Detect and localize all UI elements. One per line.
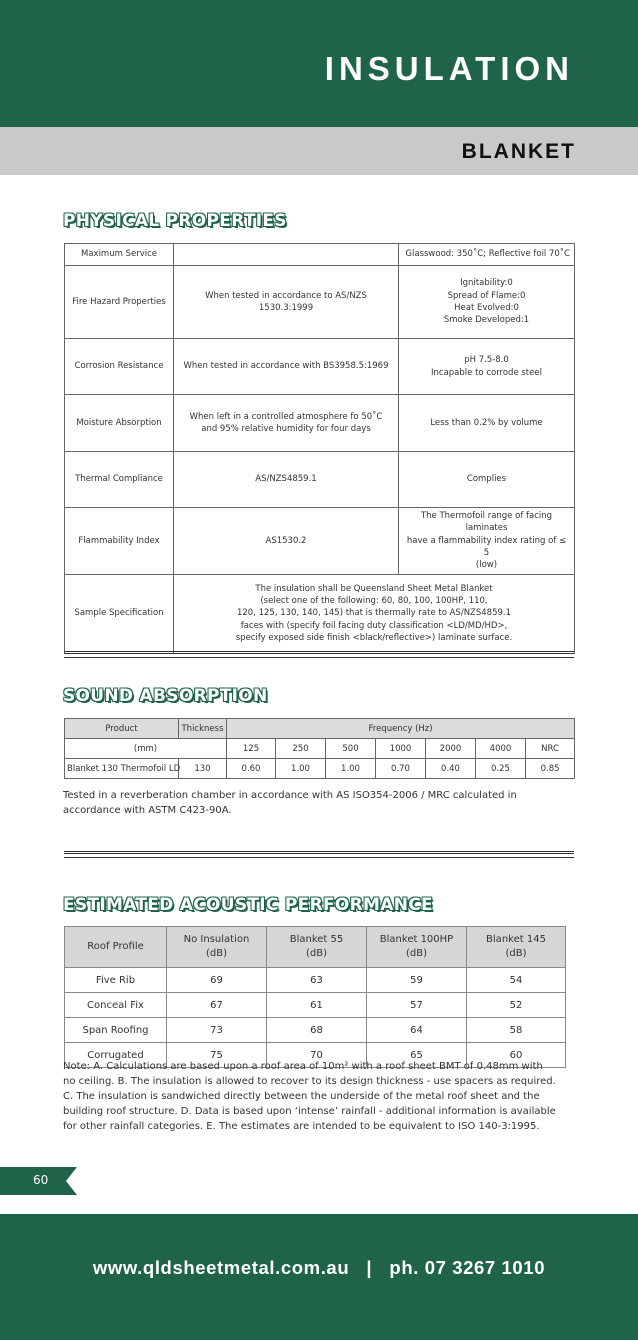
- db-value: 69: [167, 968, 267, 993]
- column-header-no-insulation: No Insulation (dB): [167, 927, 267, 968]
- db-value: 73: [167, 1018, 267, 1043]
- table-row: [65, 339, 575, 395]
- property-condition: When left in a controlled atmosphere fo 50˚C and 95% relative humidity for four days: [174, 395, 399, 452]
- page-footer: [0, 1214, 638, 1340]
- acoustic-performance-table: [64, 926, 566, 1068]
- db-value: 59: [367, 968, 467, 993]
- frequency-header: 4000: [476, 739, 526, 759]
- section-divider: [64, 651, 574, 658]
- column-header-roof-profile: Roof Profile: [65, 927, 167, 968]
- frequency-header: 2000: [426, 739, 476, 759]
- table-row: [65, 452, 575, 508]
- frequency-header: 125: [227, 739, 276, 759]
- db-value: 58: [467, 1018, 566, 1043]
- property-label: Flammability Index: [65, 508, 174, 575]
- property-value: Complies: [399, 452, 575, 508]
- acoustic-performance-heading: ESTIMATED ACOUSTIC PERFORMANCE: [63, 895, 433, 915]
- table-row: [65, 244, 575, 266]
- column-header-blanket-55: Blanket 55 (dB): [267, 927, 367, 968]
- db-value: 57: [367, 993, 467, 1018]
- db-value: 75: [167, 1043, 267, 1068]
- roof-profile-cell: Corrugated: [65, 1043, 167, 1068]
- property-condition: When tested in accordance to AS/NZS 1530.3:1999: [174, 266, 399, 339]
- table-subheader-row: [65, 739, 575, 759]
- page-number-tab: [0, 1167, 77, 1195]
- absorption-value: 0.70: [376, 759, 426, 779]
- physical-properties-table: [64, 243, 575, 654]
- table-row: [65, 508, 575, 575]
- property-value: Glasswood: 350˚C; Reflective foil 70˚C: [399, 244, 575, 266]
- column-header-blanket-100hp: Blanket 100HP (dB): [367, 927, 467, 968]
- column-header-thickness: Thickness: [179, 719, 227, 739]
- db-value: 61: [267, 993, 367, 1018]
- column-header-frequency: Frequency (Hz): [227, 719, 575, 739]
- property-value: pH 7.5-8.0 Incapable to corrode steel: [399, 339, 575, 395]
- property-label: Moisture Absorption: [65, 395, 174, 452]
- page-title: INSULATION: [324, 50, 574, 87]
- absorption-value: 0.60: [227, 759, 276, 779]
- table-row: [65, 759, 575, 779]
- property-condition: When tested in accordance with BS3958.5:1969: [174, 339, 399, 395]
- table-row: [65, 574, 575, 653]
- property-label: Thermal Compliance: [65, 452, 174, 508]
- table-header-row: [65, 719, 575, 739]
- db-value: 54: [467, 968, 566, 993]
- absorption-value: 0.25: [476, 759, 526, 779]
- table-row: [65, 993, 566, 1018]
- table-header-row: [65, 927, 566, 968]
- page-header: [0, 0, 638, 127]
- table-row: [65, 968, 566, 993]
- frequency-header: 1000: [376, 739, 426, 759]
- property-condition: AS1530.2: [174, 508, 399, 575]
- frequency-header: 500: [326, 739, 376, 759]
- absorption-value: 0.40: [426, 759, 476, 779]
- property-condition: [174, 244, 399, 266]
- roof-profile-cell: Conceal Fix: [65, 993, 167, 1018]
- frequency-header: NRC: [526, 739, 575, 759]
- table-row: [65, 1018, 566, 1043]
- absorption-value: 1.00: [326, 759, 376, 779]
- db-value: 70: [267, 1043, 367, 1068]
- column-header-product: Product: [65, 719, 179, 739]
- property-label: Sample Specification: [65, 574, 174, 653]
- subtitle-bar: [0, 127, 638, 175]
- footer-contact: www.qldsheetmetal.com.au | ph. 07 3267 1010: [92, 1257, 546, 1278]
- physical-properties-heading: PHYSICAL PROPERTIES: [63, 211, 287, 231]
- frequency-header: 250: [276, 739, 326, 759]
- property-value: The Thermofoil range of facing laminates have a flammability index rating of ≤ 5 (low): [399, 508, 575, 575]
- page-number: 60: [33, 1173, 49, 1187]
- db-value: 60: [467, 1043, 566, 1068]
- section-divider: [64, 851, 574, 858]
- sample-specification-text: The insulation shall be Queensland Sheet Metal Blanket (select one of the following: 60, 80, 100, 100HP, 110, 120, 125, 130, 140, 145) that is thermally rate to AS/NZS4859.1 faces with (specify foil facing duty classification <LD/MD/HD>, specify exposed side finish <black/reflective>) laminate surface.: [174, 574, 575, 653]
- db-value: 68: [267, 1018, 367, 1043]
- property-value: Ignitability:0 Spread of Flame:0 Heat Evolved:0 Smoke Developed:1: [399, 266, 575, 339]
- property-label: Maximum Service: [65, 244, 174, 266]
- absorption-value: 0.85: [526, 759, 575, 779]
- sound-absorption-note: Tested in a reverberation chamber in accordance with AS ISO354-2006 / MRC calculated in accordance with ASTM C423-90A.: [63, 790, 517, 816]
- column-header-blanket-145: Blanket 145 (dB): [467, 927, 566, 968]
- property-label: Corrosion Resistance: [65, 339, 174, 395]
- db-value: 65: [367, 1043, 467, 1068]
- page-subtitle: BLANKET: [461, 140, 576, 163]
- product-cell: Blanket 130 Thermofoil LD: [65, 759, 179, 779]
- property-value: Less than 0.2% by volume: [399, 395, 575, 452]
- roof-profile-cell: Five Rib: [65, 968, 167, 993]
- roof-profile-cell: Span Roofing: [65, 1018, 167, 1043]
- property-condition: AS/NZS4859.1: [174, 452, 399, 508]
- db-value: 67: [167, 993, 267, 1018]
- property-label: Fire Hazard Properties: [65, 266, 174, 339]
- table-row: [65, 266, 575, 339]
- db-value: 63: [267, 968, 367, 993]
- sound-absorption-heading: SOUND ABSORPTION: [63, 686, 268, 706]
- acoustic-performance-note: Note: A. Calculations are based upon a roof area of 10m² with a roof sheet BMT of 0.48mm with no ceiling. B. The insulation is allowed to recover to its design thickness - use spacers as required. C. The insulation is sandwiched directly between the underside of the metal roof sheet and the building roof structure. D. Data is based upon ‘intense’ rainfall - additional information is available for other rainfall categories. E. The estimates are intended to be equivalent to ISO 140-3:1995.: [63, 1061, 556, 1132]
- column-header-mm: (mm): [65, 739, 227, 759]
- sound-absorption-table: [64, 718, 575, 779]
- absorption-value: 1.00: [276, 759, 326, 779]
- table-row: [65, 395, 575, 452]
- thickness-cell: 130: [179, 759, 227, 779]
- db-value: 52: [467, 993, 566, 1018]
- db-value: 64: [367, 1018, 467, 1043]
